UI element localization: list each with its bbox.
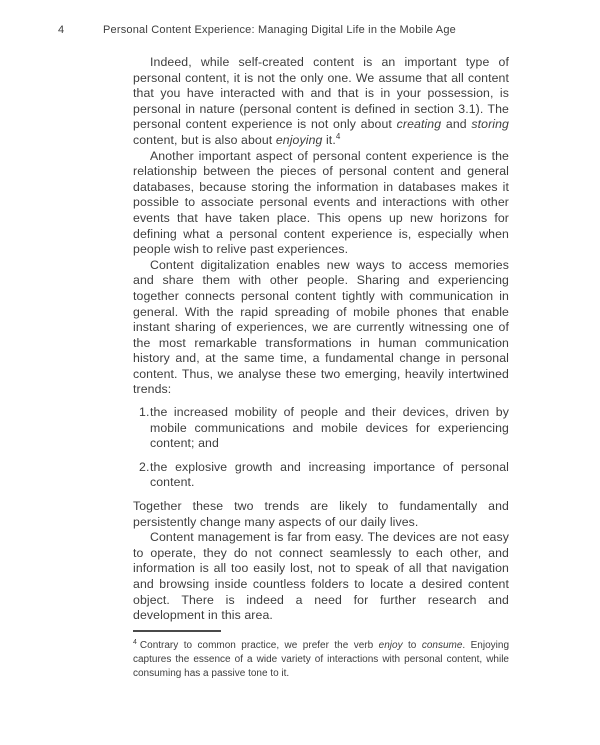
footnote-reference-4: 4 [335, 131, 341, 141]
italic-enjoying: enjoying [275, 132, 323, 147]
italic-consume: consume [421, 640, 463, 651]
paragraph-4: Together these two trends are likely to fundamentally and persistently change many aspects of our daily lives. [133, 499, 509, 529]
paragraph-1-text: it. [322, 132, 336, 147]
paragraph-1-text: and [441, 117, 472, 132]
body-text-column [133, 55, 509, 624]
paragraph-3: Content digitalization enables new ways to access memories and share them with other people. Sharing and experiencing together connects personal content tightly with communication in general. With the rapid spreading of mobile phones that enable instant sharing of experiences, we are currently witnessing one of the most remarkable transformations in human communication history and, at the same time, a fundamental change in personal content. Thus, we analyse these two emerging, heavily intertwined trends: [133, 257, 509, 397]
footnote-marker-4: 4 [133, 638, 137, 646]
list-item-2-text: the explosive growth and increasing importance of personal content. [150, 459, 509, 490]
paragraph-2: Another important aspect of personal content experience is the relationship between the pieces of personal content and general databases, because storing the information in databases makes it possible to associate personal events and interactions with other events that have taken place. This opens up new horizons for defining what a personal content experience is, especially when people wish to relive past experiences. [133, 148, 509, 257]
trend-list [133, 405, 509, 491]
page-number: 4 [58, 24, 65, 36]
list-item-2 [133, 460, 509, 491]
footnote-text [133, 639, 509, 680]
running-title: Personal Content Experience: Managing Digital Life in the Mobile Age [103, 24, 456, 36]
paragraph-5: Content management is far from easy. The devices are not easy to operate, they do not connect seamlessly to each other, and information is all too easily lost, not to speak of all that navigation and browsing inside countless folders to locate a desired content object. There is indeed a need for further research and development in this area. [133, 530, 509, 623]
footnote-text-segment: Contrary to common practice, we prefer the verb [139, 640, 379, 651]
list-item-1-text: the increased mobility of people and their devices, driven by mobile communications and mobile devices for experiencing content; and [150, 405, 509, 451]
footnote-text-segment: . Enjoying captures the essence of a wide variety of interactions with personal content, while consuming has a passive tone to it. [133, 640, 510, 679]
running-header [58, 24, 540, 36]
paragraph-1-text: content, but is also about [133, 132, 276, 147]
paragraph-1-text: Indeed, while self-created content is an important type of personal content, it is not the only one. We assume that all content that you have interacted with and that is in your possession, is personal in nature (personal content is defined in section 3.1). The personal content experience is not only about [133, 55, 509, 132]
list-item-2-number: 2. [139, 459, 150, 474]
italic-storing: storing [471, 117, 509, 132]
footnote-block [133, 630, 509, 680]
italic-enjoy: enjoy [378, 640, 403, 651]
list-item-1-number: 1. [139, 405, 150, 420]
paragraph-1 [133, 55, 509, 149]
list-item-1 [133, 405, 509, 452]
footnote-separator-rule [133, 630, 221, 632]
footnote-text-segment: to [402, 640, 422, 651]
italic-creating: creating [396, 117, 442, 132]
